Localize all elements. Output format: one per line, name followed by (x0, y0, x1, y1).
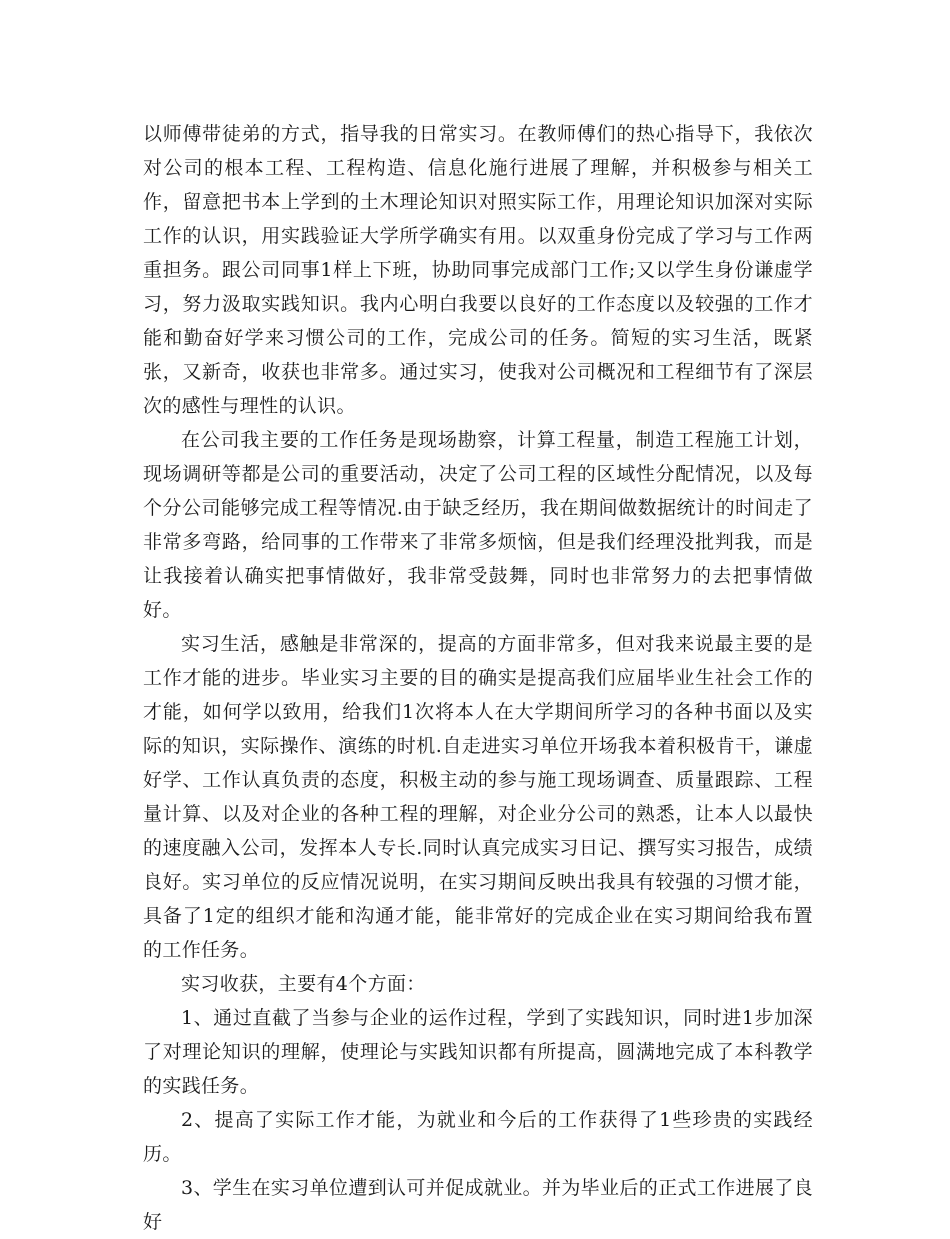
paragraph-2: 在公司我主要的工作任务是现场勘察，计算工程量，制造工程施工计划，现场调研等都是公司的重要活动，决定了公司工程的区域性分配情况，以及每个分公司能够完成工程等情况.由于缺乏经历，我在期间做数据统计的时间走了非常多弯路，给同事的工作带来了非常多烦恼，但是我们经理没批判我，而是让我接着认确实把事情做好，我非常受鼓舞，同时也非常努力的去把事情做好。 (143, 429, 813, 621)
paragraph-7: 3、学生在实习单位遭到认可并促成就业。并为毕业后的正式工作进展了良好 (143, 1177, 813, 1233)
paragraph-1: 以师傅带徒弟的方式，指导我的日常实习。在教师傅们的热心指导下，我依次对公司的根本工程、工程构造、信息化施行进展了理解，并积极参与相关工作，留意把书本上学到的土木理论知识对照实际工作，用理论知识加深对实际工作的认识，用实践验证大学所学确实有用。以双重身份完成了学习与工作两重担务。跟公司同事1样上下班，协助同事完成部门工作;又以学生身份谦虚学习，努力汲取实践知识。我内心明白我要以良好的工作态度以及较强的工作才能和勤奋好学来习惯公司的工作，完成公司的任务。简短的实习生活，既紧张，又新奇，收获也非常多。通过实习，使我对公司概况和工程细节有了深层次的感性与理性的认识。 (143, 123, 813, 417)
paragraph-6: 2、提高了实际工作才能，为就业和今后的工作获得了1些珍贵的实践经历。 (143, 1109, 813, 1165)
paragraph-4: 实习收获，主要有4个方面： (181, 973, 426, 995)
paragraph-3: 实习生活，感触是非常深的，提高的方面非常多，但对我来说最主要的是工作才能的进步。毕业实习主要的目的确实是提高我们应届毕业生社会工作的才能，如何学以致用，给我们1次将本人在大学期间所学习的各种书面以及实际的知识，实际操作、演练的时机.自走进实习单位开场我本着积极肯干，谦虚好学、工作认真负责的态度，积极主动的参与施工现场调查、质量跟踪、工程量计算、以及对企业的各种工程的理解，对企业分公司的熟悉，让本人以最快的速度融入公司，发挥本人专长.同时认真完成实习日记、撰写实习报告，成绩良好。实习单位的反应情况说明，在实习期间反映出我具有较强的习惯才能，具备了1定的组织才能和沟通才能，能非常好的完成企业在实习期间给我布置的工作任务。 (143, 633, 813, 961)
paragraph-5: 1、通过直截了当参与企业的运作过程，学到了实践知识，同时进1步加深了对理论知识的理解，使理论与实践知识都有所提高，圆满地完成了本科教学的实践任务。 (143, 1007, 813, 1097)
document-body (143, 117, 813, 1239)
